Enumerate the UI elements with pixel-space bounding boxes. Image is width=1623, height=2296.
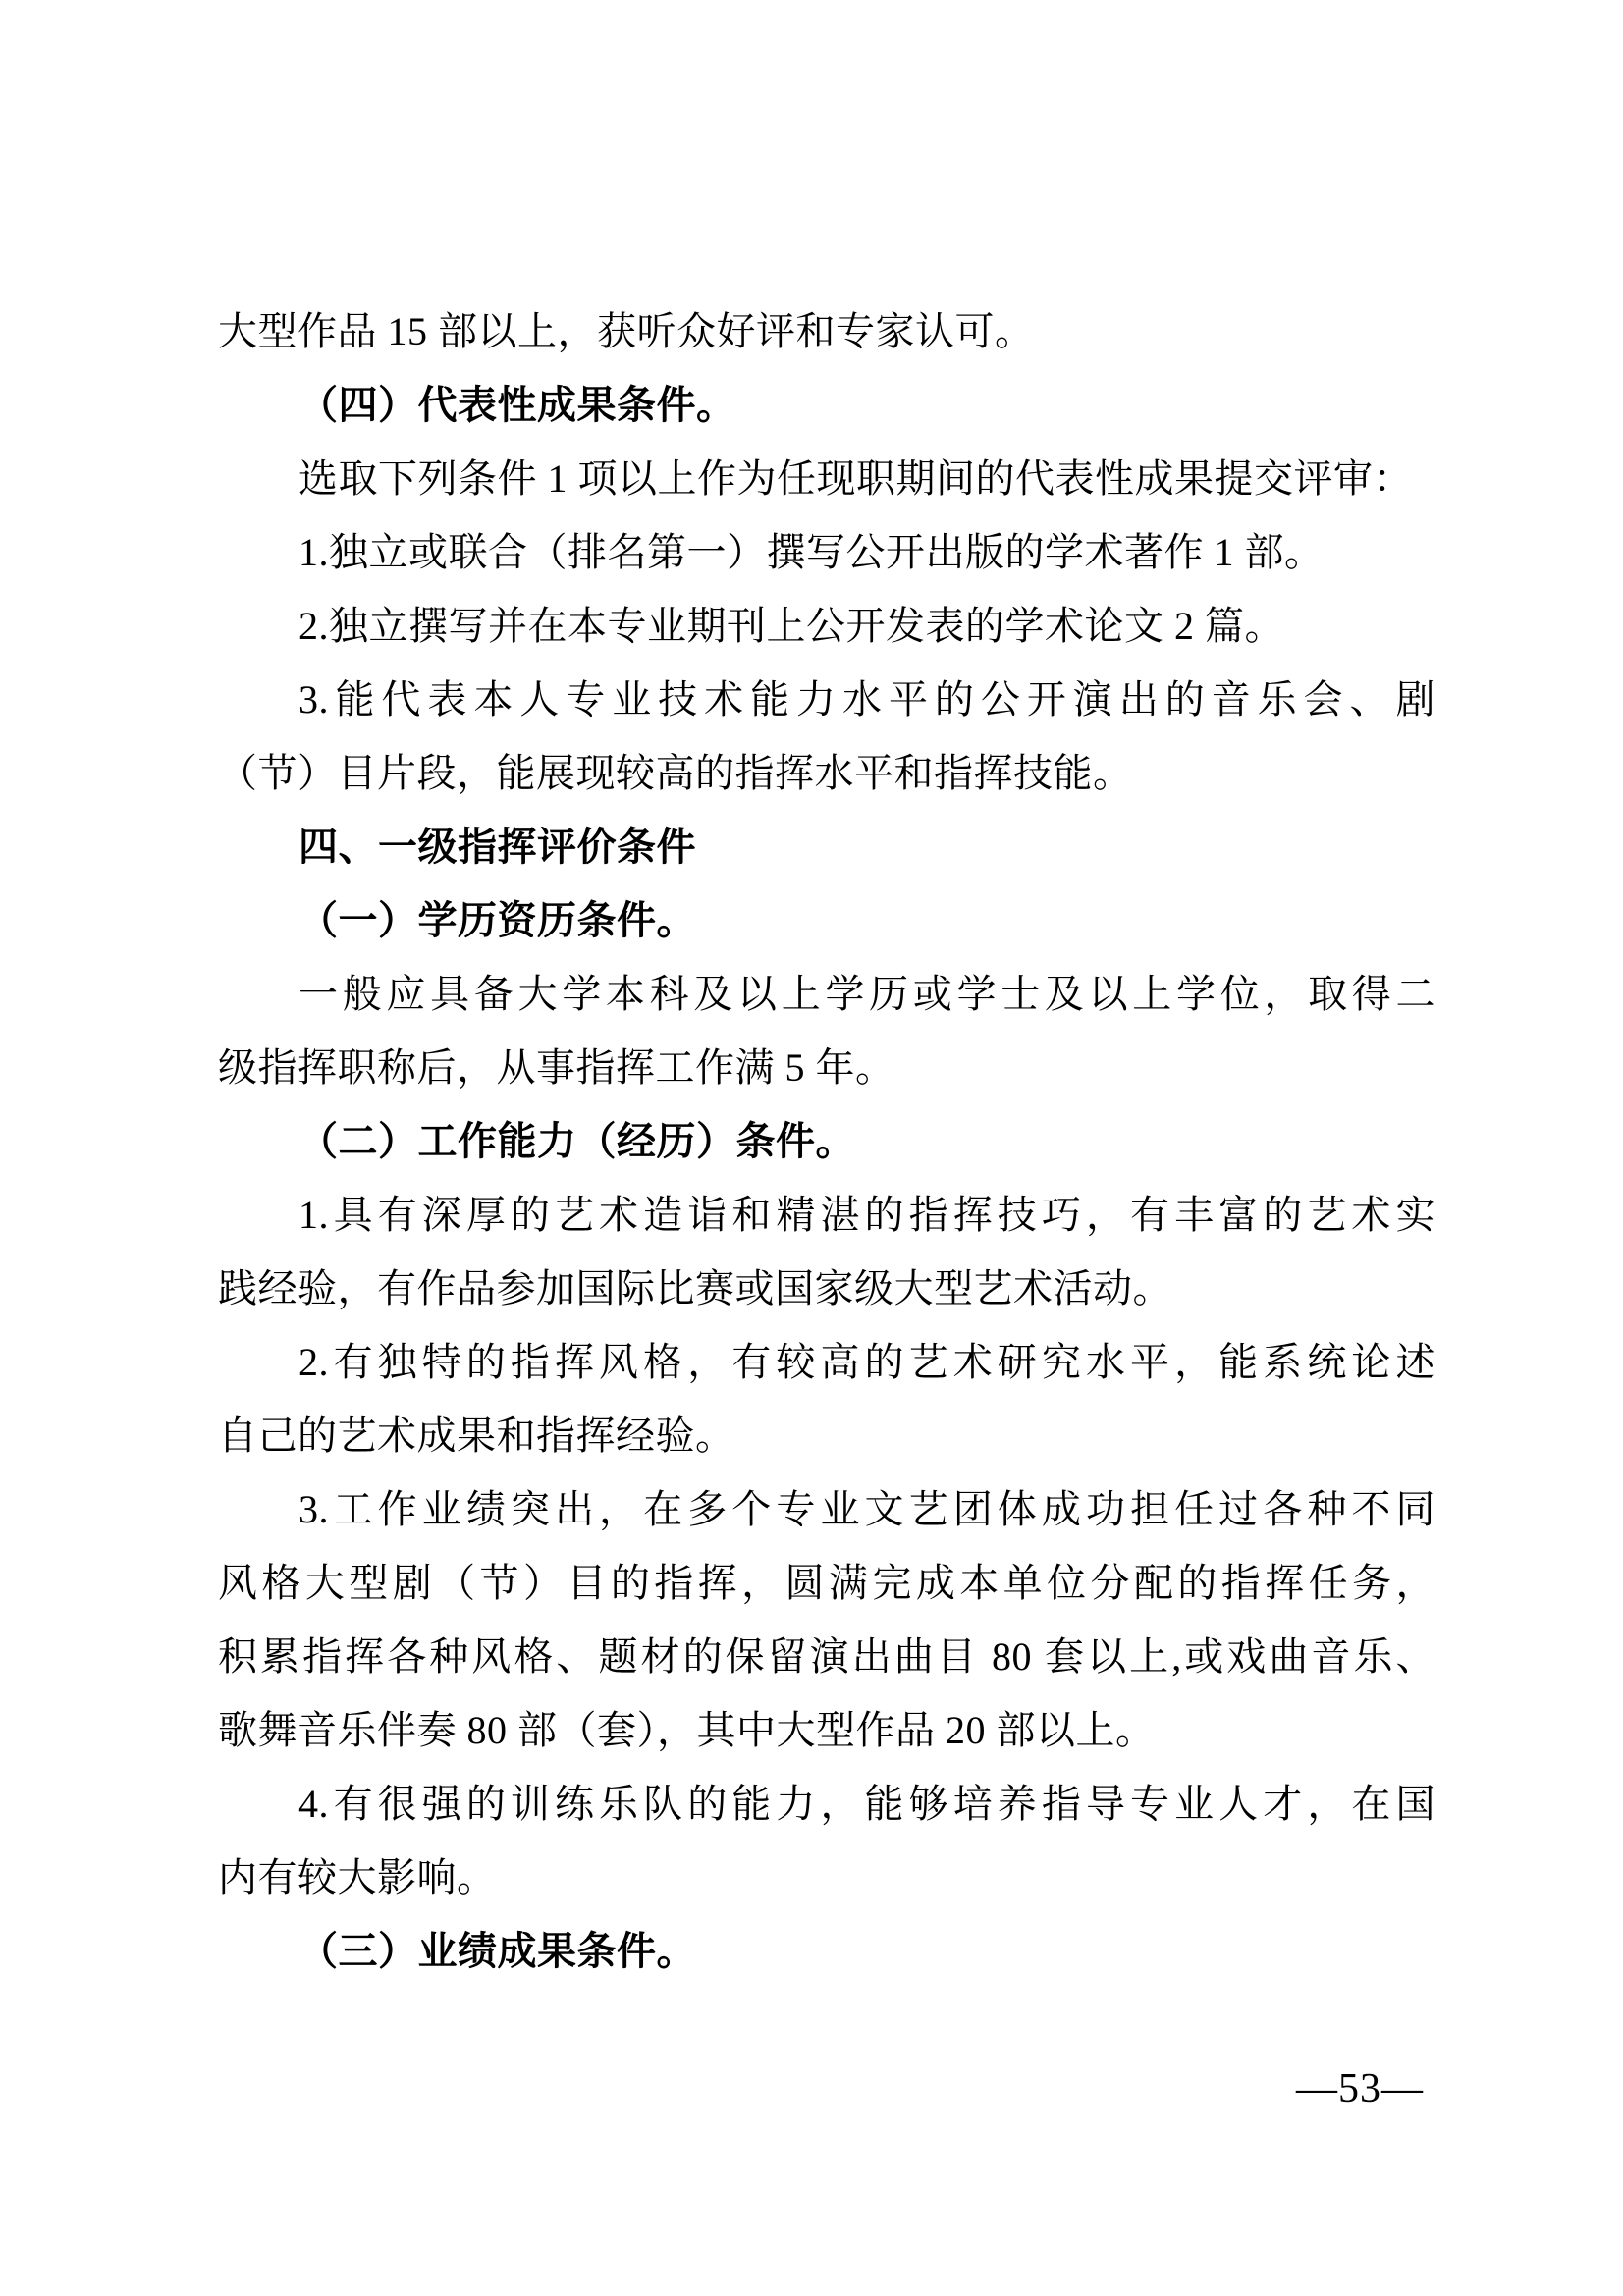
text-line: 歌舞音乐伴奏 80 部（套），其中大型作品 20 部以上。	[218, 1708, 1156, 1752]
text-line: 践经验，有作品参加国际比赛或国家级大型艺术活动。	[218, 1266, 1172, 1310]
document-text-block	[218, 294, 1435, 1988]
text-line: 2.有独特的指挥风格，有较高的艺术研究水平，能系统论述	[298, 1340, 1435, 1384]
heading-line: （二）工作能力（经历）条件。	[298, 1119, 855, 1163]
page-number: —53—	[1296, 2066, 1424, 2111]
text-line: 2.独立撰写并在本专业期刊上公开发表的学术论文 2 篇。	[298, 604, 1284, 648]
heading-line: （四）代表性成果条件。	[298, 383, 736, 427]
text-line: 内有较大影响。	[218, 1855, 497, 1899]
heading-line: 四、一级指挥评价条件	[298, 825, 696, 869]
text-line: 选取下列条件 1 项以上作为任现职期间的代表性成果提交评审：	[298, 456, 1413, 501]
text-line: 一般应具备大学本科及以上学历或学士及以上学位，取得二	[298, 972, 1435, 1016]
text-line: 自己的艺术成果和指挥经验。	[218, 1414, 735, 1458]
text-line: （节）目片段，能展现较高的指挥水平和指挥技能。	[218, 751, 1133, 795]
text-line: 大型作品 15 部以上，获听众好评和专家认可。	[218, 309, 1035, 353]
text-line: 4.有很强的训练乐队的能力，能够培养指导专业人才，在国	[298, 1782, 1435, 1826]
text-line: 1.独立或联合（排名第一）撰写公开出版的学术著作 1 部。	[298, 530, 1325, 574]
text-line: 级指挥职称后，从事指挥工作满 5 年。	[218, 1045, 895, 1090]
text-line: 3.工作业绩突出，在多个专业文艺团体成功担任过各种不同	[298, 1487, 1435, 1531]
text-line: 风格大型剧（节）目的指挥，圆满完成本单位分配的指挥任务，	[218, 1561, 1435, 1605]
heading-line: （一）学历资历条件。	[298, 898, 696, 942]
text-line: 1.具有深厚的艺术造诣和精湛的指挥技巧，有丰富的艺术实	[298, 1193, 1435, 1237]
text-line: 积累指挥各种风格、题材的保留演出曲目 80 套以上,或戏曲音乐、	[218, 1634, 1435, 1679]
heading-line: （三）业绩成果条件。	[298, 1929, 696, 1973]
text-line: 3.能代表本人专业技术能力水平的公开演出的音乐会、剧	[298, 677, 1435, 721]
